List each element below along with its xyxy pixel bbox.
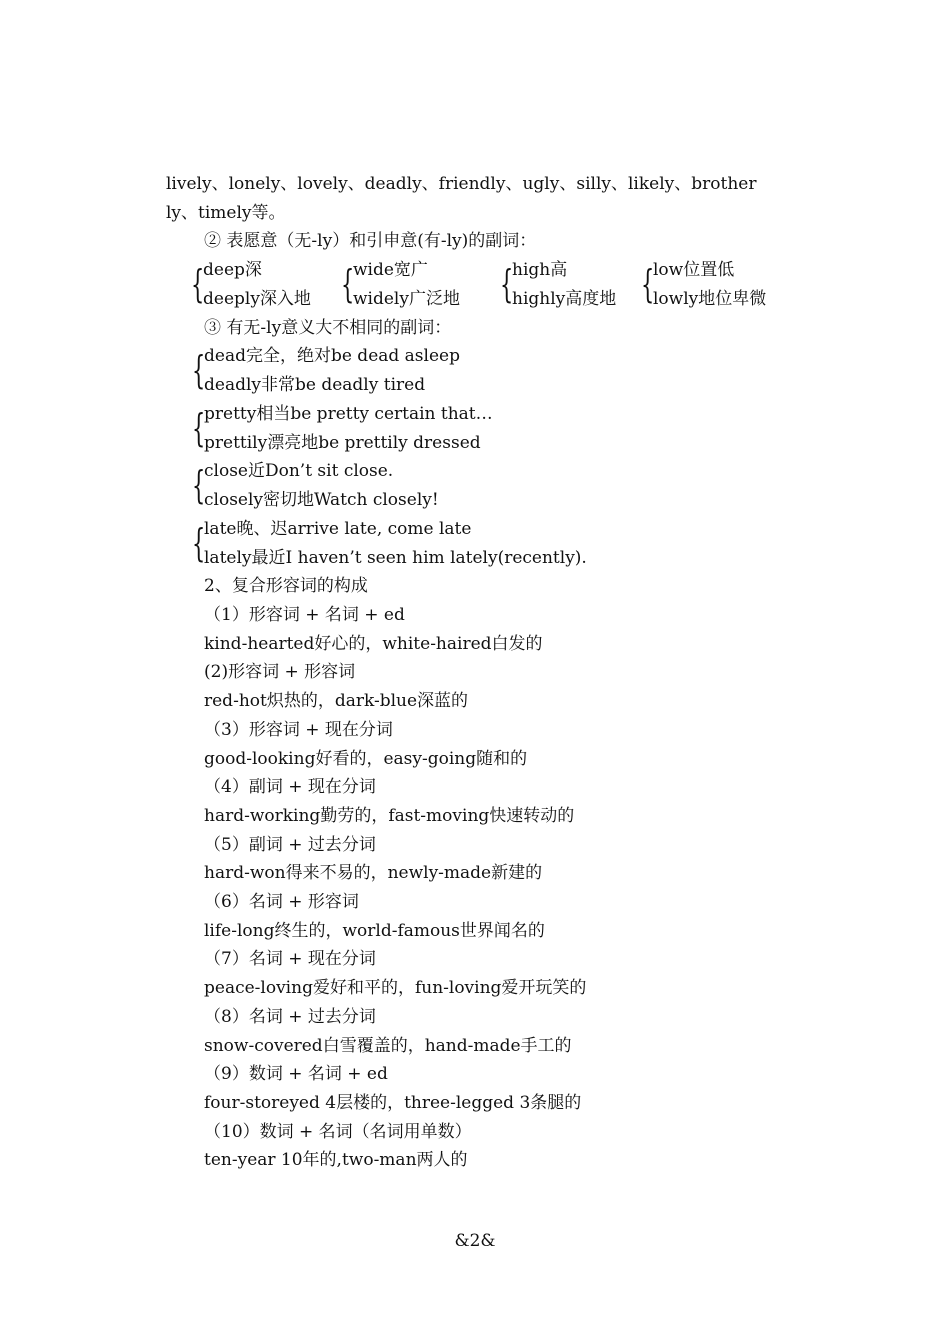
compound-rule-10: （10）数词 + 名词（名词用单数） [204,1122,472,1142]
brace-icon: { [500,262,514,306]
pair-top: deep深 [203,260,262,280]
brace-icon: { [341,262,355,306]
compound-example-10: ten-year 10年的,two-man两人的 [204,1150,468,1170]
pair-bottom: deeply深入地 [203,289,311,309]
brace-icon: { [192,521,206,565]
section-2-title: ② 表愿意（无-ly）和引申意(有-ly)的副词： [204,231,537,251]
brace-icon: { [192,348,206,392]
pair-top: late晚、迟arrive late, come late [204,519,472,539]
compound-rule-7: （7）名词 + 现在分词 [204,949,376,969]
pair-close [192,457,724,515]
pair-top: close近Don’t sit close. [204,461,394,481]
pair-bottom: prettily漂亮地be prettily dressed [204,433,481,453]
compound-example-1: kind-hearted好心的，white-haired白发的 [204,634,543,654]
pair-pretty [192,400,724,458]
pair-bottom: lately最近I haven’t seen him lately(recently). [204,548,587,568]
compound-example-7: peace-loving爱好和平的，fun-loving爱开玩笑的 [204,978,587,998]
pair-bottom: closely密切地Watch closely! [204,490,439,510]
compound-example-6: life-long终生的，world-famous世界闻名的 [204,921,545,941]
compound-example-4: hard-working勤劳的，fast-moving快速转动的 [204,806,575,826]
compound-example-2: red-hot炽热的，dark-blue深蓝的 [204,691,469,711]
brace-icon: { [641,262,655,306]
intro-line-2: ly、timely等。 [166,203,286,223]
pair-top: pretty相当be pretty certain that… [204,404,493,424]
pair-bottom: deadly非常be deadly tired [204,375,426,395]
compound-rule-6: （6）名词 + 形容词 [204,892,359,912]
pair-top: dead完全，绝对be dead asleep [204,346,460,366]
brace-icon: { [191,262,205,306]
compound-example-9: four-storeyed 4层楼的，three-legged 3条腿的 [204,1093,582,1113]
brace-icon: { [192,463,206,507]
page-number: &2& [454,1231,496,1251]
intro-line-1: lively、lonely、lovely、deadly、friendly、ugly、silly、likely、brother [166,174,757,194]
compound-rule-9: （9）数词 + 名词 + ed [204,1064,388,1084]
pair-top: high高 [512,260,568,280]
compound-example-3: good-looking好看的，easy-going随和的 [204,749,528,769]
compound-rule-5: （5）副词 + 过去分词 [204,835,376,855]
compound-title: 2、复合形容词的构成 [204,576,368,596]
brace-icon: { [192,406,206,450]
pair-low [641,256,833,314]
pair-bottom: lowly地位卑微 [653,289,767,309]
pair-top: wide宽广 [353,260,428,280]
compound-rule-3: （3）形容词 + 现在分词 [204,720,393,740]
pair-top: low位置低 [653,260,735,280]
section-3-title: ③ 有无-ly意义大不相同的副词： [204,318,452,338]
pair-late [192,515,724,573]
pair-bottom: highly高度地 [512,289,617,309]
compound-rule-4: （4）副词 + 现在分词 [204,777,376,797]
compound-example-8: snow-covered白雪覆盖的，hand-made手工的 [204,1036,572,1056]
pair-dead [192,342,724,400]
compound-rule-8: （8）名词 + 过去分词 [204,1007,376,1027]
pair-bottom: widely广泛地 [353,289,460,309]
compound-example-5: hard-won得来不易的，newly-made新建的 [204,863,543,883]
compound-rule-2: (2)形容词 + 形容词 [204,662,356,682]
compound-rule-1: （1）形容词 + 名词 + ed [204,605,405,625]
